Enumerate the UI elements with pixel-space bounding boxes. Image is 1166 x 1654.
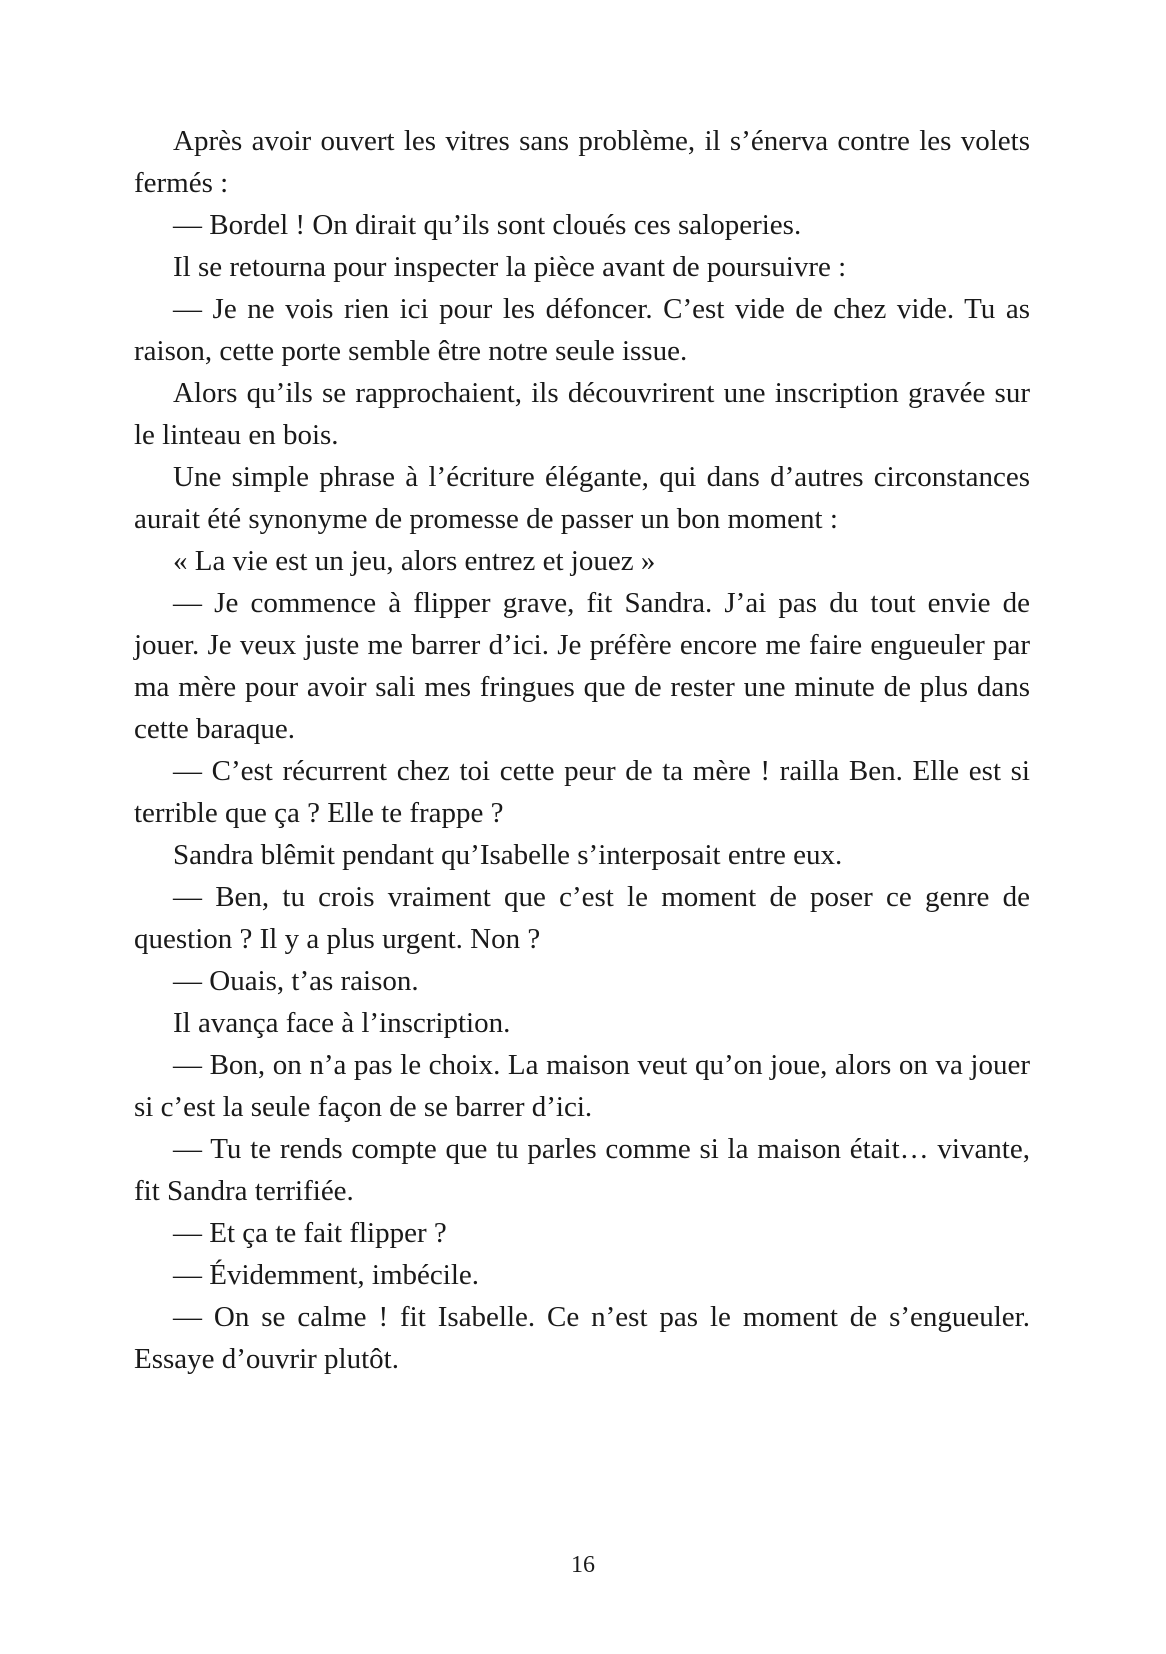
paragraph: Alors qu’ils se rapprochaient, ils découvrirent une inscription gravée sur le linteau en bois.: [134, 377, 1030, 451]
paragraph: Une simple phrase à l’écriture élégante, qui dans d’autres circonstances aurait été synonyme de promesse de passer un bon moment :: [134, 461, 1030, 535]
paragraph: Il avança face à l’inscription.: [173, 1007, 511, 1039]
paragraph: — Ben, tu crois vraiment que c’est le moment de poser ce genre de question ? Il y a plus urgent. Non ?: [134, 881, 1030, 955]
paragraph: Sandra blêmit pendant qu’Isabelle s’interposait entre eux.: [173, 839, 843, 871]
paragraph: — Bordel ! On dirait qu’ils sont cloués ces saloperies.: [173, 209, 802, 241]
body-text: [134, 120, 1030, 1380]
paragraph: — Ouais, t’as raison.: [173, 965, 419, 997]
paragraph: — Tu te rends compte que tu parles comme si la maison était… vivante, fit Sandra terrifiée.: [134, 1133, 1030, 1207]
paragraph: Il se retourna pour inspecter la pièce avant de poursuivre :: [173, 251, 847, 283]
paragraph: — On se calme ! fit Isabelle. Ce n’est pas le moment de s’engueuler. Essaye d’ouvrir plutôt.: [134, 1301, 1030, 1375]
paragraph: — Évidemment, imbécile.: [173, 1259, 480, 1291]
paragraph: — Je ne vois rien ici pour les défoncer. C’est vide de chez vide. Tu as raison, cette porte semble être notre seule issue.: [134, 293, 1030, 367]
paragraph: Après avoir ouvert les vitres sans problème, il s’énerva contre les volets fermés :: [134, 125, 1030, 199]
paragraph: « La vie est un jeu, alors entrez et jouez »: [173, 545, 656, 577]
paragraph: — Et ça te fait flipper ?: [173, 1217, 447, 1249]
paragraph: — Je commence à flipper grave, fit Sandra. J’ai pas du tout envie de jouer. Je veux juste me barrer d’ici. Je préfère encore me faire engueuler par ma mère pour avoir sali mes fringues que de rester une minute de plus dans cette baraque.: [134, 587, 1030, 745]
page-number: 16: [571, 1552, 595, 1578]
paragraph: — C’est récurrent chez toi cette peur de ta mère ! railla Ben. Elle est si terrible que ça ? Elle te frappe ?: [134, 755, 1030, 829]
paragraph: — Bon, on n’a pas le choix. La maison veut qu’on joue, alors on va jouer si c’est la seule façon de se barrer d’ici.: [134, 1049, 1030, 1123]
